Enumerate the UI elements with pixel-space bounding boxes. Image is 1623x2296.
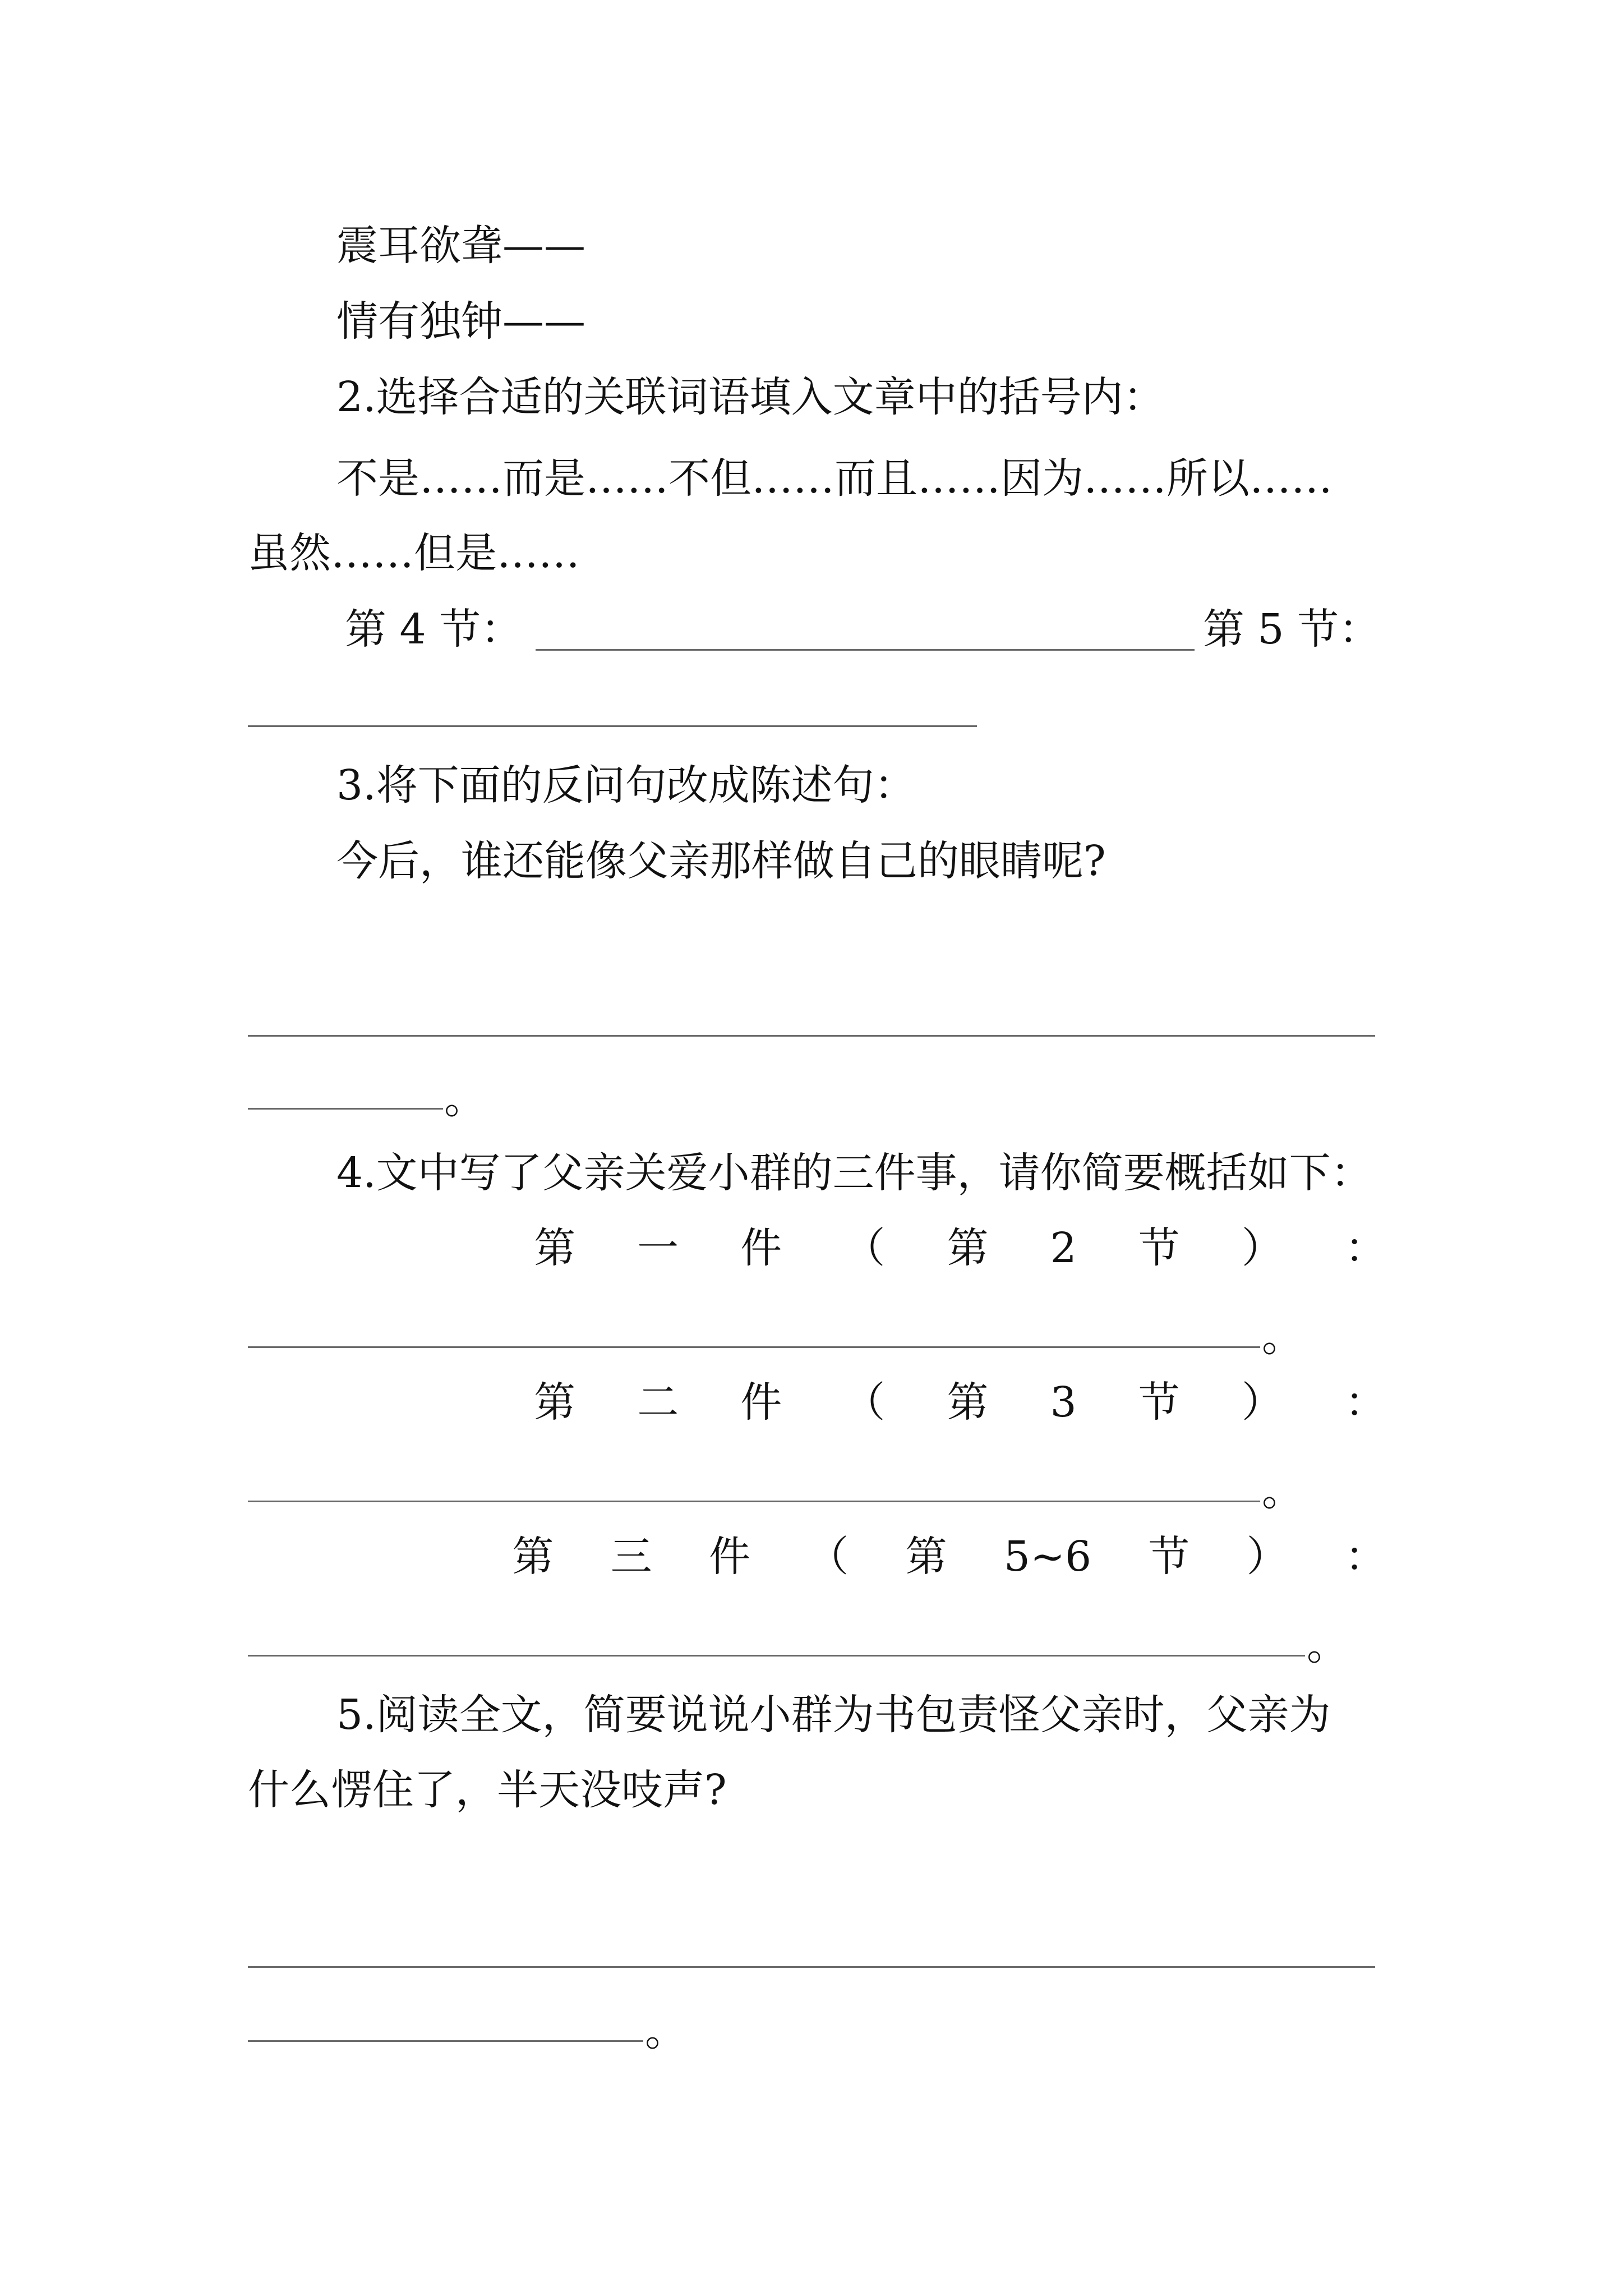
item-token: 件 xyxy=(708,1533,750,1581)
item-token: （ xyxy=(807,1533,849,1581)
question-2-options-line-1: 不是……而是……不但……而且……因为……所以…… xyxy=(336,454,1332,503)
item-token: ： xyxy=(1344,1224,1386,1272)
question-4-item-1-label xyxy=(248,1223,1386,1273)
question-3-answer-line-2[interactable] xyxy=(248,1108,443,1110)
question-2-prompt: 2.选择合适的关联词语填入文章中的括号内： xyxy=(336,373,1165,421)
item-token: ： xyxy=(1344,1533,1386,1581)
item-token: 第 xyxy=(905,1533,947,1581)
item-token: 件 xyxy=(740,1224,782,1272)
item-token: （ xyxy=(843,1378,886,1427)
item-token: 节 xyxy=(1138,1378,1180,1427)
question-4-item-1-end-mark: 。 xyxy=(1262,1313,1303,1361)
question-3-sentence: 今后，谁还能像父亲那样做自己的眼睛呢? xyxy=(336,837,1106,885)
section-4-label: 第 4 节： xyxy=(345,605,523,654)
question-4-item-1-answer-blank[interactable] xyxy=(248,1346,1260,1348)
section-4-answer-blank[interactable] xyxy=(536,649,1195,651)
item-token: 3 xyxy=(1050,1378,1077,1427)
item-token: 5~6 xyxy=(1003,1533,1092,1581)
question-3-answer-line-1[interactable] xyxy=(248,1035,1375,1037)
item-token: ） xyxy=(1246,1533,1288,1581)
vocab-item-2: 情有独钟—— xyxy=(336,297,585,346)
question-4-item-3-label xyxy=(248,1531,1386,1582)
question-4-item-3-answer-blank[interactable] xyxy=(248,1655,1305,1657)
item-token: 第 xyxy=(947,1224,989,1272)
question-4-item-2-answer-blank[interactable] xyxy=(248,1501,1260,1502)
section-5-label: 第 5 节： xyxy=(1203,605,1381,654)
question-5-answer-line-1[interactable] xyxy=(248,1966,1375,1968)
item-token: 第 xyxy=(947,1378,989,1427)
item-token: ） xyxy=(1241,1224,1283,1272)
item-token: 节 xyxy=(1138,1224,1180,1272)
question-5-answer-line-2[interactable] xyxy=(248,2040,643,2042)
item-token: 件 xyxy=(740,1378,782,1427)
item-token: （ xyxy=(843,1224,886,1272)
item-token: 第 xyxy=(512,1533,554,1581)
item-token: 节 xyxy=(1148,1533,1190,1581)
question-3-prompt: 3.将下面的反问句改成陈述句： xyxy=(336,761,916,809)
item-token: 三 xyxy=(610,1533,652,1581)
item-token: 一 xyxy=(637,1224,679,1272)
question-5-prompt-line-2: 什么愣住了，半天没吱声? xyxy=(248,1766,727,1814)
item-token: 第 xyxy=(534,1378,576,1427)
vocab-item-1: 震耳欲聋—— xyxy=(336,222,585,270)
question-5-prompt-line-1: 5.阅读全文，简要说说小群为书包责怪父亲时，父亲为 xyxy=(336,1691,1331,1739)
item-token: 2 xyxy=(1050,1224,1077,1272)
question-2-options-line-2: 虽然……但是…… xyxy=(248,529,580,577)
item-token: 二 xyxy=(637,1378,679,1427)
question-4-item-2-label xyxy=(248,1377,1386,1428)
section-5-answer-blank[interactable] xyxy=(248,725,977,727)
item-token: 第 xyxy=(534,1224,576,1272)
question-5-end-mark: 。 xyxy=(645,2007,686,2055)
question-4-item-3-end-mark: 。 xyxy=(1307,1621,1348,1669)
item-token: ） xyxy=(1241,1378,1283,1427)
question-4-prompt: 4.文中写了父亲关爱小群的三件事，请你简要概括如下： xyxy=(336,1149,1372,1197)
item-token: ： xyxy=(1344,1378,1386,1427)
question-4-item-2-end-mark: 。 xyxy=(1262,1467,1303,1515)
question-3-end-mark: 。 xyxy=(444,1075,486,1123)
